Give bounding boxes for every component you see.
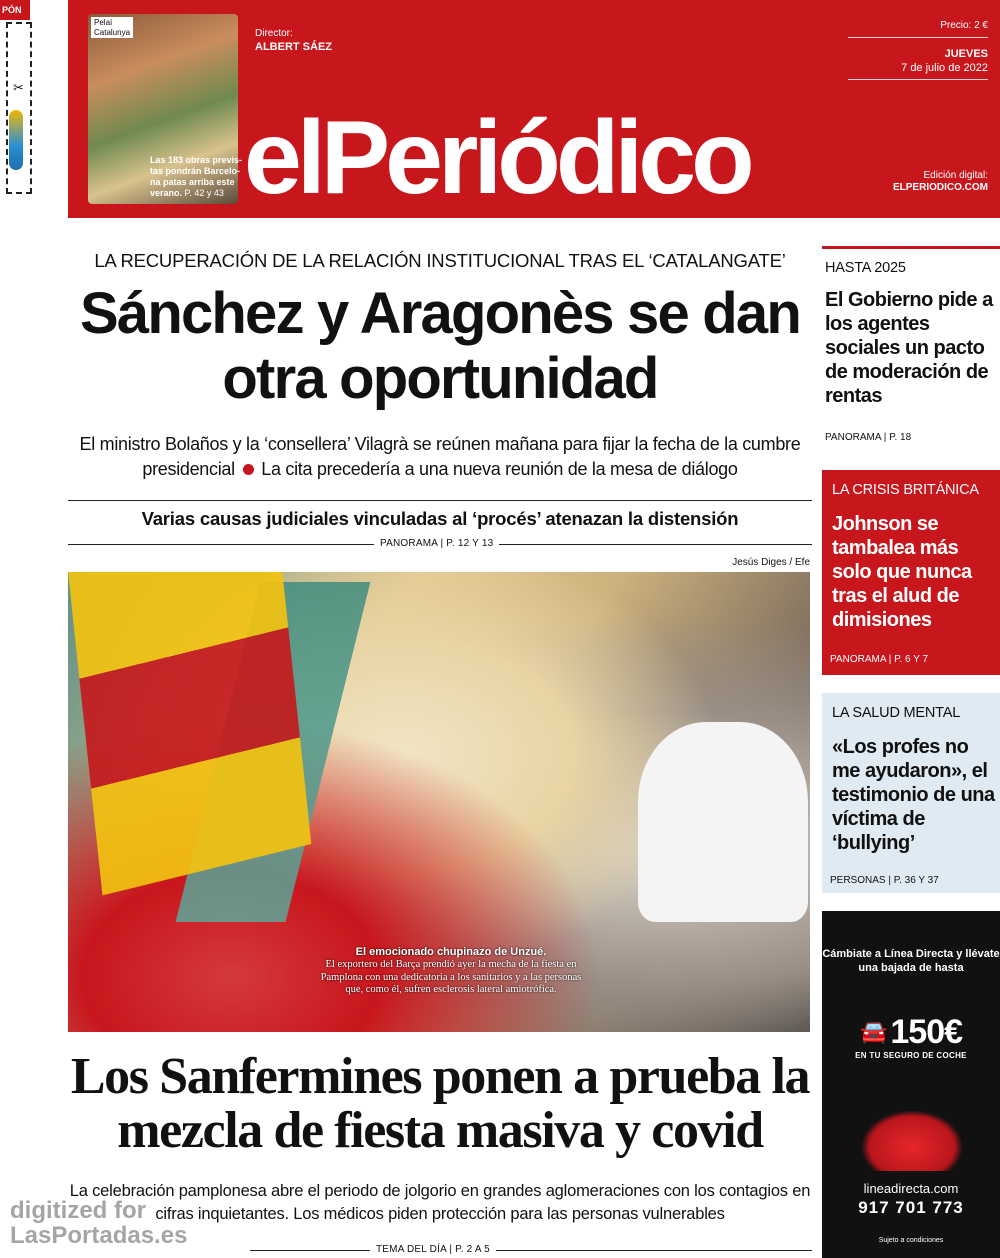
bottom-deck: La celebración pamplonesa abre el periodo de jolgorio en grandes aglomeraciones con los contagios en cifras inquietantes. Los médicos piden protección para las personas vulnerables	[69, 1182, 811, 1224]
photo-credit: Jesús Diges / Efe	[732, 557, 810, 568]
ad-text: Cámbiate a Línea Directa y llévate una bajada de hasta	[822, 948, 1000, 974]
ad-subtext: EN TU SEGURO DE COCHE	[855, 1051, 967, 1060]
sidebar-rule	[822, 246, 1000, 249]
ad-conditions: Sujeto a condiciones	[878, 1237, 944, 1244]
sidebar-story-blue[interactable]	[822, 693, 1000, 893]
coupon-tag: PÓN	[0, 0, 30, 20]
price-divider	[848, 37, 988, 38]
lead-kicker: LA RECUPERACIÓN DE LA RELACIÓN INSTITUCIONAL TRAS EL ‘CATALANGATE’	[94, 250, 786, 271]
ad-amount-value: 150€	[890, 1013, 963, 1051]
newspaper-logo: elPeriódico	[244, 100, 750, 216]
lead-deck-part1: El ministro Bolaños y la ‘consellera’ Vilagrà se reúnen mañana para fijar la fecha de la cumbre presidencial	[79, 434, 801, 480]
digital-edition	[893, 170, 988, 194]
caption-body: El exportero del Barça prendió ayer la mecha de la fiesta en Pamplona con una dedicatoria a los sanitarios y a las personas que, como él, sufren esclerosis lateral amiotrófica.	[320, 959, 582, 996]
director-label: Director:	[255, 28, 293, 39]
watermark-line2: LasPortadas.es	[10, 1222, 188, 1250]
ad-amount	[822, 1013, 1000, 1052]
sidebar-kicker: LA SALUD MENTAL	[832, 705, 961, 721]
secondary-headline[interactable]: Varias causas judiciales vinculadas al ‘procés’ atenazan la distensión	[141, 508, 739, 529]
watermark-line1: digitized for	[10, 1197, 146, 1224]
watermark	[10, 1198, 187, 1248]
sidebar-headline[interactable]: «Los profes no me ayudaron», el testimonio de una víctima de ‘bullying’	[832, 736, 995, 854]
weekday: JUEVES	[944, 48, 988, 60]
sidebar-page-ref: PANORAMA | P. 6 Y 7	[830, 654, 929, 665]
bottom-page-ref: TEMA DEL DÍA | P. 2 A 5	[370, 1244, 496, 1255]
director-name: ALBERT SÁEZ	[255, 40, 332, 53]
sidebar-story-red[interactable]	[822, 470, 1000, 675]
coupon-strip	[0, 0, 34, 196]
date: 7 de julio de 2022	[901, 61, 988, 74]
lead-page-ref: PANORAMA | P. 12 Y 13	[374, 538, 499, 549]
price: Precio: 2 €	[940, 20, 988, 31]
sidebar-kicker: HASTA 2025	[825, 260, 906, 276]
sidebar-page-ref: PERSONAS | P. 36 Y 37	[830, 875, 939, 886]
ad-url[interactable]: lineadirecta.com	[863, 1181, 959, 1196]
photo-caption	[316, 946, 586, 997]
lead-deck-part2: La cita precedería a una nueva reunión de la mesa de diálogo	[261, 459, 738, 480]
edition-label: Edición digital:	[923, 170, 988, 181]
date-divider	[848, 79, 988, 80]
lead-deck	[68, 432, 812, 482]
coupon-logo	[9, 110, 23, 170]
sidebar-story[interactable]	[822, 246, 1000, 456]
masthead	[68, 0, 1000, 218]
sidebar-headline[interactable]: Johnson se tambalea más solo que nunca tras el alud de dimisiones	[832, 513, 972, 631]
divider	[250, 1250, 812, 1251]
advertisement[interactable]	[822, 911, 1000, 1258]
caption-title: El emocionado chupinazo de Unzué.	[355, 946, 547, 958]
promo-text	[150, 155, 244, 199]
flag-spain	[68, 572, 311, 895]
promo-photo-sign: Pelaí Catalunya	[91, 17, 133, 38]
lead-headline[interactable]: Sánchez y Aragonès se dan otra oportunidad	[79, 281, 801, 411]
lead-photo[interactable]	[68, 572, 810, 1032]
edition-url[interactable]: ELPERIODICO.COM	[892, 182, 988, 193]
car-icon: 🚘	[859, 1019, 887, 1044]
sidebar-headline[interactable]: El Gobierno pide a los agentes sociales un pacto de moderación de rentas	[825, 289, 993, 407]
promo-text-body: Las 183 obras previs-tas pondrán Barcelo-na patas arriba este verano.	[150, 155, 243, 198]
bottom-headline[interactable]: Los Sanfermines ponen a prueba la mezcla de fiesta masiva y covid	[70, 1048, 810, 1159]
photo-subject	[638, 722, 808, 922]
issue-date	[901, 48, 988, 76]
scissors-icon: ✂	[13, 80, 24, 95]
promo-pages: P. 42 y 43	[184, 187, 224, 198]
director	[255, 28, 332, 54]
red-phone-icon	[862, 1111, 962, 1171]
sidebar-page-ref: PANORAMA | P. 18	[825, 432, 912, 443]
ad-phone[interactable]: 917 701 773	[858, 1198, 964, 1217]
divider	[68, 500, 812, 501]
bullet-dot-icon	[243, 464, 254, 475]
sidebar-kicker: LA CRISIS BRITÁNICA	[832, 482, 979, 498]
